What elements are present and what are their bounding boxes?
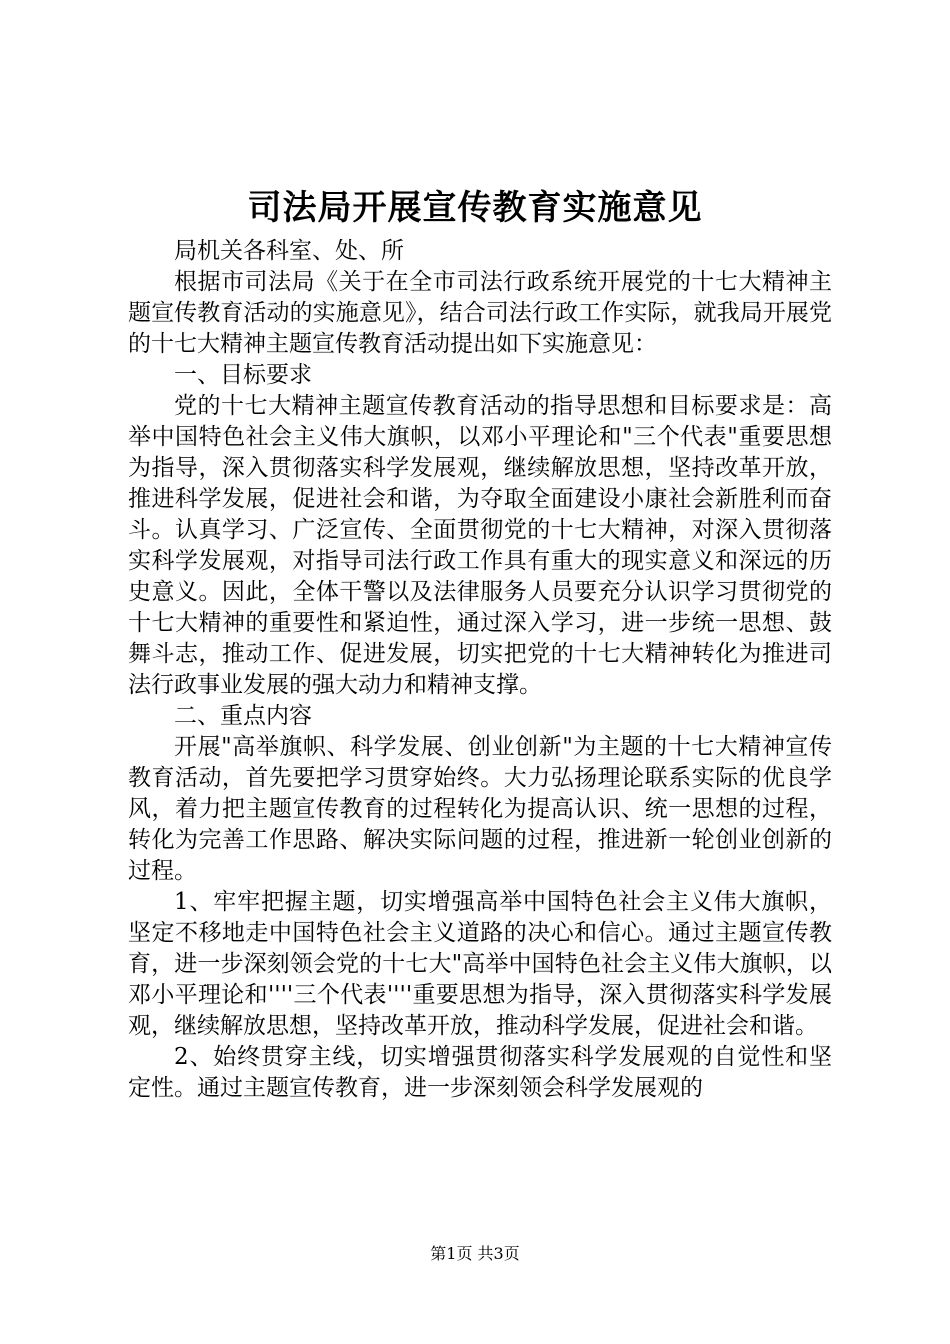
intro-paragraph: 根据市司法局《关于在全市司法行政系统开展党的十七大精神主题宣传教育活动的实施意见》，结合司法行政工作实际，就我局开展党的十七大精神主题宣传教育活动提出如下实施意见：: [128, 269, 832, 357]
addressee-line: 局机关各科室、处、所: [174, 238, 404, 264]
section-body-goals: 党的十七大精神主题宣传教育活动的指导思想和目标要求是：高举中国特色社会主义伟大旗帜，以邓小平理论和"三个代表"重要思想为指导，深入贯彻落实科学发展观，继续解放思想，坚持改革开放，推进科学发展，促进社会和谐，为夺取全面建设小康社会新胜利而奋斗。认真学习、广泛宣传、全面贯彻党的十七大精神，对深入贯彻落实科学发展观，对指导司法行政工作具有重大的现实意义和深远的历史意义。因此，全体干警以及法律服务人员要充分认识学习贯彻党的十七大精神的重要性和紧迫性，通过深入学习，进一步统一思想、鼓舞斗志，推动工作、促进发展，切实把党的十七大精神转化为推进司法行政事业发展的强大动力和精神支撑。: [128, 393, 832, 698]
section-heading-goals: 一、目标要求: [174, 362, 312, 388]
document-body: [128, 236, 832, 1104]
list-item-1: 1、牢牢把握主题，切实增强高举中国特色社会主义伟大旗帜，坚定不移地走中国特色社会主义道路的决心和信心。通过主题宣传教育，进一步深刻领会党的十七大"高举中国特色社会主义伟大旗帜，以邓小平理论和''''三个代表''''重要思想为指导，深入贯彻落实科学发展观，继续解放思想，坚持改革开放，推动科学发展，促进社会和谐。: [128, 889, 832, 1039]
document-title: 司法局开展宣传教育实施意见: [247, 188, 703, 228]
section-heading-key-content: 二、重点内容: [174, 703, 312, 729]
page-footer: 第1页 共3页: [430, 1244, 520, 1263]
list-item-2: 2、始终贯穿主线，切实增强贯彻落实科学发展观的自觉性和坚定性。通过主题宣传教育，进一步深刻领会科学发展观的: [128, 1044, 832, 1101]
section-body-key-content: 开展"高举旗帜、科学发展、创业创新"为主题的十七大精神宣传教育活动，首先要把学习贯穿始终。大力弘扬理论联系实际的优良学风，着力把主题宣传教育的过程转化为提高认识、统一思想的过程，转化为完善工作思路、解决实际问题的过程，推进新一轮创业创新的过程。: [128, 734, 832, 884]
